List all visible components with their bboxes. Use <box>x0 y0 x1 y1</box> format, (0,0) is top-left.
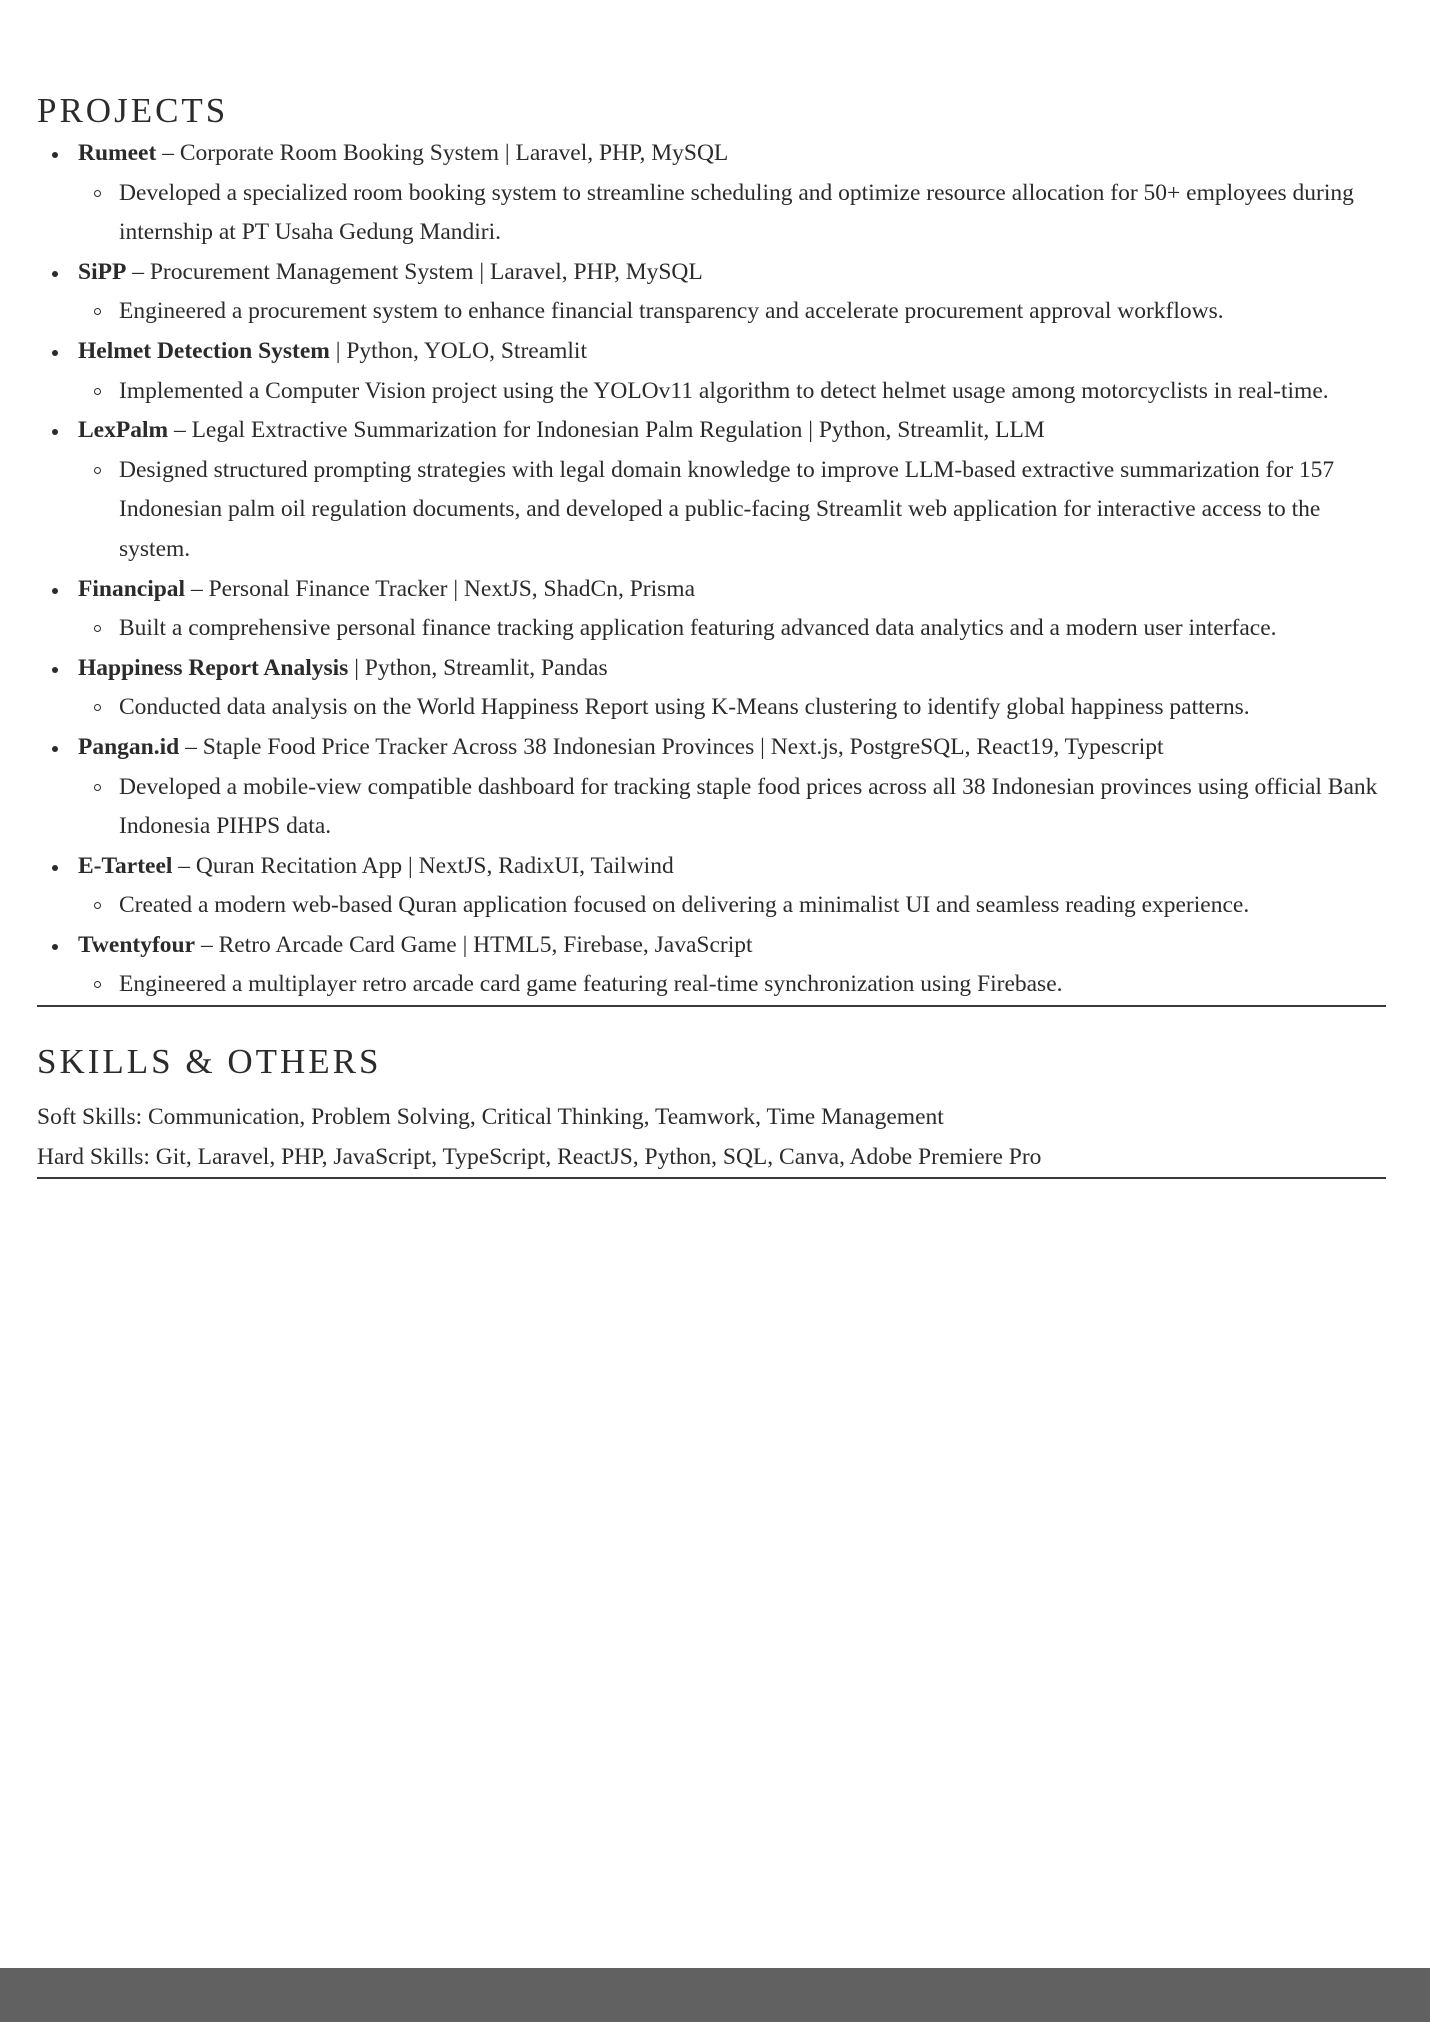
project-header <box>78 134 1386 174</box>
project-name: Twentyfour <box>78 931 196 958</box>
bullet-disc-icon <box>52 271 58 277</box>
project-name: SiPP <box>78 258 127 285</box>
projects-list <box>37 134 1386 1005</box>
project-detail-text: Developed a specialized room booking system to streamline scheduling and optimize resource allocation for 50+ employees during internship at PT Usaha Gedung Mandiri. <box>119 179 1354 246</box>
bullet-circle-icon <box>94 902 101 909</box>
project-name: Pangan.id <box>78 733 180 760</box>
project-header <box>78 728 1386 768</box>
bullet-disc-icon <box>52 944 58 950</box>
project-item <box>37 332 1386 411</box>
project-description: | Python, YOLO, Streamlit <box>329 337 587 364</box>
project-item <box>37 253 1386 332</box>
bullet-circle-icon <box>94 190 101 197</box>
project-header <box>78 847 1386 887</box>
project-description: – Personal Finance Tracker | NextJS, ShadCn, Prisma <box>185 575 696 602</box>
project-name: LexPalm <box>78 417 169 444</box>
project-detail-text: Engineered a procurement system to enhance financial transparency and accelerate procurement approval workflows. <box>119 298 1224 325</box>
soft-skills-line: Soft Skills: Communication, Problem Solving, Critical Thinking, Teamwork, Time Management <box>37 1104 944 1131</box>
project-detail-text: Created a modern web-based Quran application focused on delivering a minimalist UI and seamless reading experience. <box>119 892 1250 919</box>
project-name: Rumeet <box>78 140 157 166</box>
bullet-disc-icon <box>52 152 58 158</box>
project-detail-text: Designed structured prompting strategies with legal domain knowledge to improve LLM-based extractive summarization for 157 Indonesian palm oil regulation documents, and developed a public-facing Streamlit web application for interactive access to the system. <box>119 456 1335 562</box>
project-item <box>37 411 1386 569</box>
projects-heading: PROJECTS <box>37 91 229 130</box>
bullet-disc-icon <box>52 667 58 673</box>
bullet-disc-icon <box>52 865 58 871</box>
project-name: E-Tarteel <box>78 852 173 879</box>
project-header <box>78 570 1386 610</box>
bullet-circle-icon <box>94 784 101 791</box>
project-detail <box>78 292 1386 332</box>
project-description: – Staple Food Price Tracker Across 38 Indonesian Provinces | Next.js, PostgreSQL, React19, Typescript <box>179 733 1164 760</box>
project-description: – Procurement Management System | Laravel, PHP, MySQL <box>126 258 703 285</box>
project-detail <box>78 688 1386 728</box>
project-header <box>78 332 1386 372</box>
project-item <box>37 134 1386 253</box>
project-item <box>37 728 1386 847</box>
project-item <box>37 649 1386 728</box>
project-detail-text: Developed a mobile-view compatible dashboard for tracking staple food prices across all 38 Indonesian provinces using official Bank Indonesia PIHPS data. <box>119 773 1378 840</box>
section-divider <box>37 1177 1386 1179</box>
bullet-disc-icon <box>52 429 58 435</box>
bullet-disc-icon <box>52 588 58 594</box>
bullet-circle-icon <box>94 625 101 632</box>
bullet-disc-icon <box>52 746 58 752</box>
hard-skills-line: Hard Skills: Git, Laravel, PHP, JavaScript, TypeScript, ReactJS, Python, SQL, Canva, Adobe Premiere Pro <box>37 1144 1042 1171</box>
project-name: Helmet Detection System <box>78 337 330 364</box>
project-detail <box>78 372 1386 412</box>
project-detail <box>78 174 1386 253</box>
bullet-disc-icon <box>52 350 58 356</box>
project-detail-text: Implemented a Computer Vision project using the YOLOv11 algorithm to detect helmet usage among motorcyclists in real-time. <box>119 377 1329 404</box>
project-name: Happiness Report Analysis <box>78 654 349 681</box>
project-detail <box>78 768 1386 847</box>
resume-page <box>37 88 1386 1179</box>
project-header <box>78 649 1386 689</box>
skills-heading: SKILLS & OTHERS <box>37 1042 382 1082</box>
project-detail-text: Built a comprehensive personal finance tracking application featuring advanced data analytics and a modern user interface. <box>119 615 1277 642</box>
project-detail <box>78 965 1386 1005</box>
project-detail-text: Conducted data analysis on the World Happiness Report using K-Means clustering to identify global happiness patterns. <box>119 694 1250 721</box>
project-description: – Corporate Room Booking System | Laravel, PHP, MySQL <box>156 140 729 166</box>
project-name: Financipal <box>78 575 186 602</box>
project-detail <box>78 609 1386 649</box>
project-detail-text: Engineered a multiplayer retro arcade card game featuring real-time synchronization using Firebase. <box>119 971 1063 998</box>
bullet-circle-icon <box>94 981 101 988</box>
project-item <box>37 570 1386 649</box>
project-description: | Python, Streamlit, Pandas <box>348 654 608 681</box>
project-header <box>78 926 1386 966</box>
project-item <box>37 847 1386 926</box>
project-detail <box>78 886 1386 926</box>
project-header <box>78 253 1386 293</box>
project-description: – Retro Arcade Card Game | HTML5, Firebase, JavaScript <box>195 931 753 958</box>
bullet-circle-icon <box>94 704 101 711</box>
skills-block <box>37 1097 1386 1177</box>
bullet-circle-icon <box>94 467 101 474</box>
project-description: – Legal Extractive Summarization for Indonesian Palm Regulation | Python, Streamlit, LLM <box>168 417 1045 444</box>
bullet-circle-icon <box>94 388 101 395</box>
footer-bar <box>0 1968 1430 2022</box>
bullet-circle-icon <box>94 308 101 315</box>
section-divider <box>37 1005 1386 1007</box>
project-header <box>78 411 1386 451</box>
project-item <box>37 926 1386 1005</box>
project-description: – Quran Recitation App | NextJS, RadixUI, Tailwind <box>172 852 674 879</box>
project-detail <box>78 451 1386 570</box>
